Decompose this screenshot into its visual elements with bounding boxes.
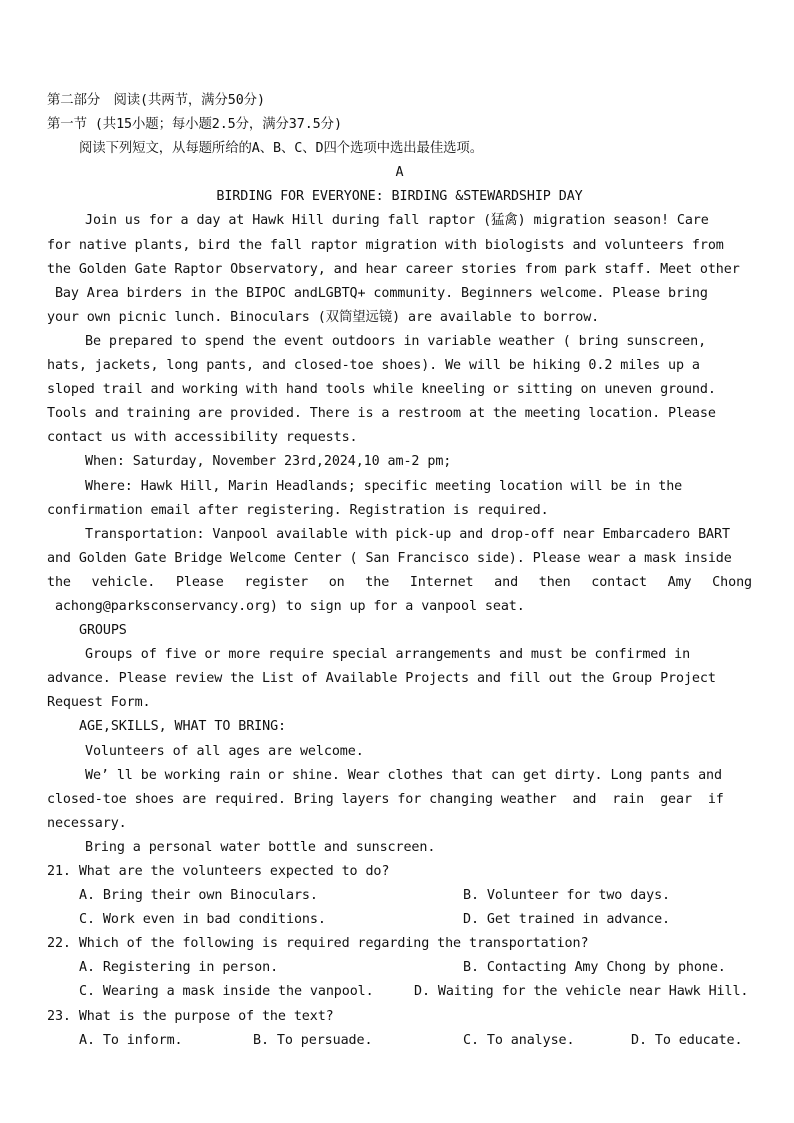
option-row — [47, 908, 752, 932]
passage-line: Bay Area birders in the BIPOC andLGBTQ+ community. Beginners welcome. Please bring — [47, 285, 708, 301]
answer-option[interactable]: C. To analyse. — [463, 1032, 575, 1048]
answer-option[interactable]: A. Registering in person. — [79, 960, 279, 976]
passage-line: achong@parksconservancy.org) to sign up for a vanpool seat. — [47, 598, 525, 614]
passage-line: When: Saturday, November 23rd,2024,10 am-2 pm; — [85, 454, 452, 470]
answer-option[interactable]: C. Work even in bad conditions. — [79, 912, 326, 928]
answer-option[interactable]: D. Get trained in advance. — [463, 912, 671, 928]
answer-option[interactable]: B. To persuade. — [253, 1032, 373, 1048]
passage-line: Bring a personal water bottle and sunscreen. — [85, 839, 436, 855]
passage-line: hats, jackets, long pants, and closed-toe shoes). We will be hiking 0.2 miles up a — [47, 358, 700, 374]
passage-line: for native plants, bird the fall raptor migration with biologists and volunteers from — [47, 237, 724, 253]
passage-line: AGE,SKILLS, WHAT TO BRING: — [79, 719, 287, 735]
answer-option[interactable]: D. Waiting for the vehicle near Hawk Hill. — [414, 984, 749, 1000]
passage-body — [47, 209, 752, 860]
passage-line: Tools and training are provided. There is a restroom at the meeting location. Please — [47, 406, 716, 422]
answer-option[interactable]: D. To educate. — [631, 1032, 743, 1048]
passage-line: advance. Please review the List of Available Projects and fill out the Group Project — [47, 671, 716, 687]
passage-line: necessary. — [47, 815, 127, 831]
option-row — [47, 884, 752, 908]
passage-line: Join us for a day at Hawk Hill during fall raptor (猛禽) migration season! Care — [85, 213, 709, 229]
passage-line: Request Form. — [47, 695, 151, 711]
part-heading: 第二部分 阅读(共两节，满分50分) — [47, 93, 265, 108]
option-row — [47, 980, 752, 1004]
passage-line: the vehicle. Please register on the Internet and then contact Amy Chong — [47, 574, 752, 590]
passage-line: and Golden Gate Bridge Welcome Center ( San Francisco side). Please wear a mask inside — [47, 550, 732, 566]
section-heading: 第一节 (共15小题；每小题2.5分，满分37.5分) — [47, 117, 342, 133]
passage-line: contact us with accessibility requests. — [47, 430, 358, 446]
passage-line: your own picnic lunch. Binoculars (双筒望远镜) are available to borrow. — [47, 309, 600, 325]
answer-option[interactable]: A. To inform. — [79, 1032, 183, 1048]
question-stem: 21. What are the volunteers expected to do? — [47, 864, 390, 879]
option-row — [47, 1029, 752, 1053]
question-stem: 22. Which of the following is required regarding the transportation? — [47, 936, 589, 952]
passage-line: Where: Hawk Hill, Marin Headlands; specific meeting location will be in the — [85, 478, 683, 494]
passage-letter: A — [395, 165, 404, 181]
instruction-text: 阅读下列短文，从每题所给的A、B、C、D四个选项中选出最佳选项。 — [79, 141, 483, 157]
option-row — [47, 956, 752, 980]
question-stem: 23. What is the purpose of the text? — [47, 1008, 334, 1024]
passage-title: BIRDING FOR EVERYONE: BIRDING &STEWARDSHIP DAY — [216, 189, 583, 205]
passage-line: Transportation: Vanpool available with pick-up and drop-off near Embarcadero BART — [85, 526, 730, 542]
passage-line: closed-toe shoes are required. Bring layers for changing weather and rain gear if — [47, 791, 724, 807]
passage-line: the Golden Gate Raptor Observatory, and hear career stories from park staff. Meet other — [47, 261, 740, 277]
passage-line: We’ ll be working rain or shine. Wear clothes that can get dirty. Long pants and — [85, 767, 722, 783]
answer-option[interactable]: A. Bring their own Binoculars. — [79, 888, 318, 904]
passage-line: confirmation email after registering. Registration is required. — [47, 502, 549, 518]
exam-page — [47, 89, 752, 1053]
passage-line: sloped trail and working with hand tools while kneeling or sitting on uneven ground. — [47, 382, 716, 398]
passage-line: Be prepared to spend the event outdoors in variable weather ( bring sunscreen, — [85, 333, 707, 349]
answer-option[interactable]: C. Wearing a mask inside the vanpool. — [79, 984, 374, 1000]
answer-option[interactable]: B. Contacting Amy Chong by phone. — [463, 960, 726, 976]
passage-line: Volunteers of all ages are welcome. — [85, 743, 364, 759]
passage-line: Groups of five or more require special arrangements and must be confirmed in — [85, 647, 691, 663]
answer-option[interactable]: B. Volunteer for two days. — [463, 888, 671, 904]
passage-line: GROUPS — [79, 623, 127, 639]
question-list — [47, 860, 752, 1053]
